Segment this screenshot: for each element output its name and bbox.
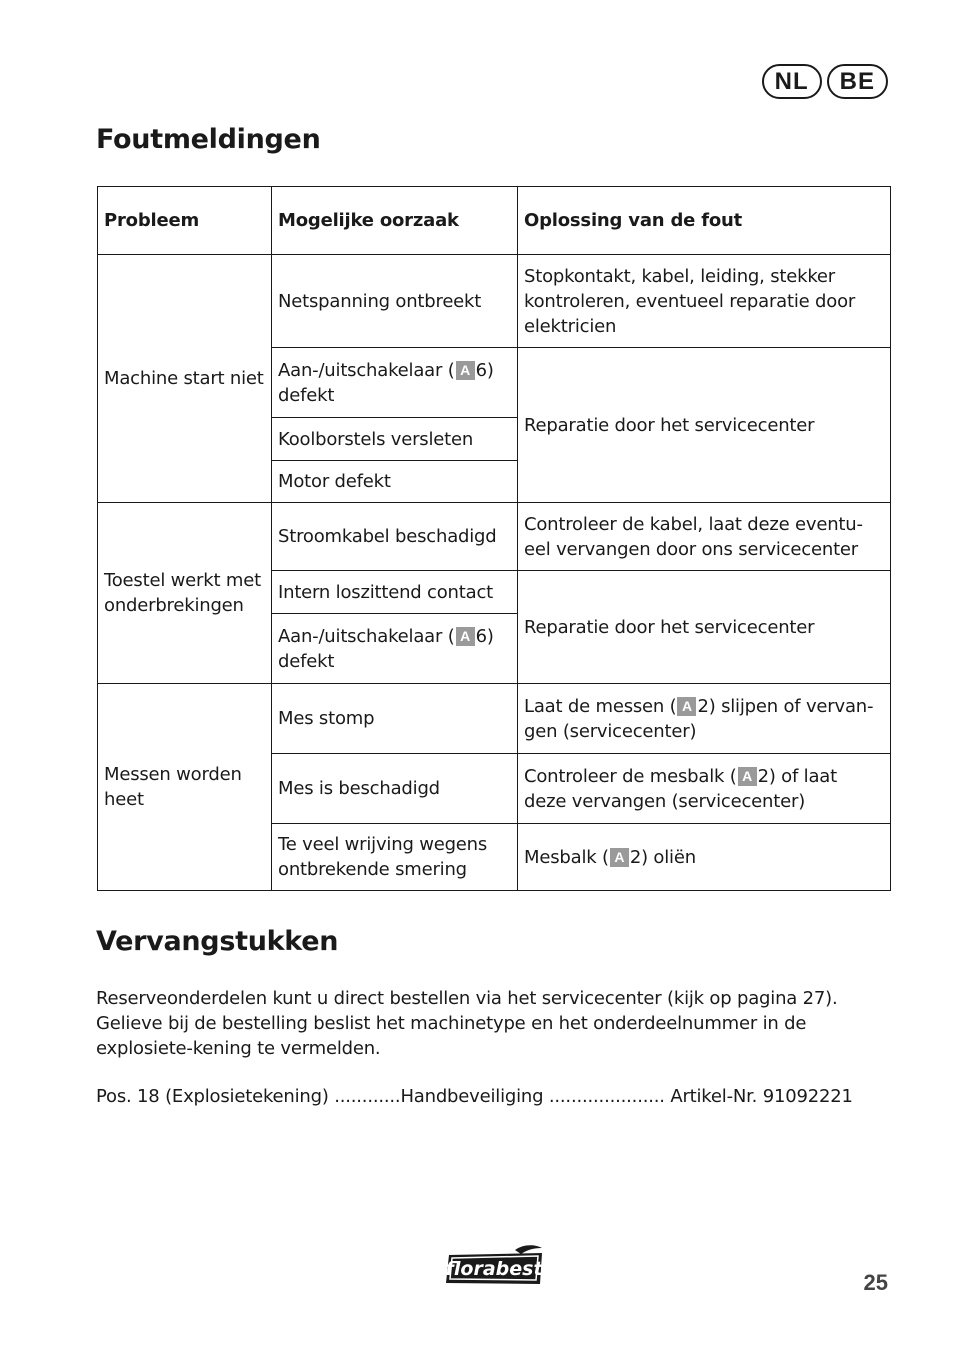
table-row [98, 503, 891, 571]
cause-cell: Stroomkabel beschadigd [272, 503, 518, 571]
cause-cell [272, 348, 518, 418]
figure-a-icon: A [677, 697, 696, 716]
figure-a-icon: A [456, 361, 475, 380]
solution-text: Controleer de mesbalk ( [524, 765, 737, 787]
problem-cell: Toestel werkt met onderbrekingen [98, 503, 272, 684]
problem-cell: Machine start niet [98, 255, 272, 503]
table-row [98, 684, 891, 754]
cause-cell: Motor defekt [272, 461, 518, 503]
cause-text: Aan-/uitschakelaar ( [278, 625, 455, 647]
solution-cell [518, 684, 891, 754]
error-table [97, 186, 891, 891]
solution-text: 2) of laat deze vervangen (servicecenter) [524, 765, 837, 812]
figure-a-icon: A [738, 767, 757, 786]
logo-text: florabest [445, 1258, 543, 1280]
header-cause: Mogelijke oorzaak [272, 187, 518, 255]
cause-cell: Koolborstels versleten [272, 418, 518, 461]
solution-text: 2) slijpen of vervan-gen (servicecenter) [524, 695, 874, 742]
solution-cell: Reparatie door het servicecenter [518, 571, 891, 684]
language-badges [762, 64, 888, 99]
figure-a-icon: A [610, 848, 629, 867]
solution-cell: Controleer de kabel, laat deze eventu-eel vervangen door ons servicecenter [518, 503, 891, 571]
header-problem: Probleem [98, 187, 272, 255]
table-header-row [98, 187, 891, 255]
solution-text: Laat de messen ( [524, 695, 677, 717]
solution-cell [518, 824, 891, 891]
cause-cell: Mes stomp [272, 684, 518, 754]
cause-cell [272, 614, 518, 684]
cause-cell: Mes is beschadigd [272, 754, 518, 824]
florabest-logo [443, 1244, 547, 1286]
parts-paragraph: Reserveonderdelen kunt u direct bestellen via het servicecenter (kijk op pagina 27). Gelieve bij de bestelling beslist het machinetype en het onderdeelnummer in de explosiete-kening te vermelden. [96, 988, 838, 1059]
cause-text: Aan-/uitschakelaar ( [278, 359, 455, 381]
solution-text: 2) oliën [629, 846, 696, 868]
header-solution: Oplossing van de fout [518, 187, 891, 255]
page-number: 25 [863, 1270, 888, 1295]
solution-cell [518, 754, 891, 824]
problem-cell: Messen worden heet [98, 684, 272, 891]
solution-cell: Reparatie door het servicecenter [518, 348, 891, 503]
solution-cell: Stopkontakt, kabel, leiding, stekker kontroleren, eventueel reparatie door elektricien [518, 255, 891, 348]
cause-text: 6) defekt [278, 359, 494, 406]
cause-cell: Intern loszittend contact [272, 571, 518, 614]
cause-cell: Te veel wrijving wegens ontbrekende smering [272, 824, 518, 891]
figure-a-icon: A [456, 627, 475, 646]
language-badge-be: BE [827, 64, 888, 99]
solution-text: Mesbalk ( [524, 846, 609, 868]
parts-order-line: Pos. 18 (Explosietekening) ............Handbeveiliging ..................... Artikel-Nr. 91092221 [96, 1086, 853, 1107]
cause-text: 6) defekt [278, 625, 494, 672]
section-title-parts: Vervangstukken [96, 926, 339, 957]
language-badge-nl: NL [762, 64, 822, 99]
section-title-errors: Foutmeldingen [96, 124, 321, 155]
table-row [98, 255, 891, 348]
cause-cell: Netspanning ontbreekt [272, 255, 518, 348]
